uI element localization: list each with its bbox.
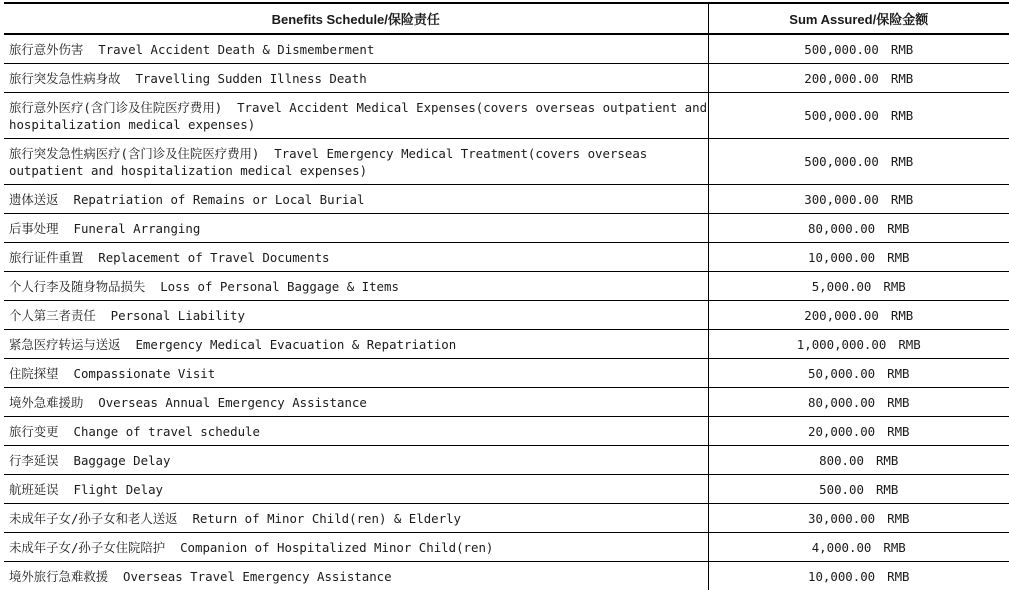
table-row: [4, 185, 1009, 214]
benefit-description: [4, 417, 708, 446]
sum-assured-amount: 500,000.00: [804, 42, 879, 57]
benefit-description: [4, 359, 708, 388]
currency-label: RMB: [876, 482, 898, 497]
benefit-name-zh: 紧急医疗转运与送返: [9, 337, 121, 352]
benefit-name-zh: 行李延误: [9, 453, 59, 468]
benefit-description: [4, 93, 708, 139]
currency-label: RMB: [887, 250, 909, 265]
sum-assured-amount: 1,000,000.00: [797, 337, 887, 352]
table-row: [4, 272, 1009, 301]
sum-assured-cell: [708, 504, 1009, 533]
benefit-name-en: Travelling Sudden Illness Death: [135, 71, 366, 86]
benefit-description: [4, 185, 708, 214]
sum-assured-amount: 80,000.00: [808, 221, 875, 236]
sum-assured-cell: [708, 330, 1009, 359]
table-row: [4, 446, 1009, 475]
sum-assured-amount: 500.00: [819, 482, 864, 497]
currency-label: RMB: [891, 308, 913, 323]
table-row: [4, 139, 1009, 185]
currency-label: RMB: [876, 453, 898, 468]
benefit-name-en: Repatriation of Remains or Local Burial: [73, 192, 364, 207]
benefit-name-en: Travel Accident Death & Dismemberment: [98, 42, 374, 57]
sum-assured-cell: [708, 417, 1009, 446]
sum-assured-amount: 4,000.00: [812, 540, 872, 555]
benefit-name-zh: 住院探望: [9, 366, 59, 381]
sum-assured-amount: 80,000.00: [808, 395, 875, 410]
benefit-description: [4, 330, 708, 359]
benefit-name-zh: 旅行证件重置: [9, 250, 83, 265]
sum-assured-cell: [708, 388, 1009, 417]
benefit-name-zh: 旅行突发急性病身故: [9, 71, 121, 86]
benefit-description: [4, 504, 708, 533]
benefit-description: [4, 214, 708, 243]
benefit-name-zh: 旅行意外医疗(含门诊及住院医疗费用): [9, 100, 222, 115]
benefit-name-en: Flight Delay: [73, 482, 163, 497]
benefit-description: [4, 301, 708, 330]
sum-assured-cell: [708, 272, 1009, 301]
sum-assured-amount: 300,000.00: [804, 192, 879, 207]
currency-label: RMB: [887, 569, 909, 584]
table-row: [4, 330, 1009, 359]
benefit-description: [4, 388, 708, 417]
table-row: [4, 359, 1009, 388]
benefits-schedule-header: Benefits Schedule/保险责任: [4, 3, 708, 34]
currency-label: RMB: [887, 395, 909, 410]
benefit-name-zh: 个人第三者责任: [9, 308, 96, 323]
benefit-description: [4, 533, 708, 562]
sum-assured-cell: [708, 475, 1009, 504]
sum-assured-cell: [708, 243, 1009, 272]
table-row: [4, 533, 1009, 562]
currency-label: RMB: [887, 366, 909, 381]
table-row: [4, 243, 1009, 272]
sum-assured-cell: [708, 93, 1009, 139]
currency-label: RMB: [887, 424, 909, 439]
benefit-name-en: Personal Liability: [111, 308, 245, 323]
benefit-name-zh: 旅行意外伤害: [9, 42, 83, 57]
currency-label: RMB: [883, 279, 905, 294]
table-header-row: [4, 3, 1009, 34]
sum-assured-amount: 800.00: [819, 453, 864, 468]
benefit-name-en: Travel Emergency Medical Treatment(covers overseas outpatient and hospitalization medical expenses): [9, 146, 647, 178]
sum-assured-cell: [708, 533, 1009, 562]
benefit-description: [4, 139, 708, 185]
benefit-name-en: Replacement of Travel Documents: [98, 250, 329, 265]
sum-assured-cell: [708, 446, 1009, 475]
table-row: [4, 504, 1009, 533]
benefit-name-zh: 航班延误: [9, 482, 59, 497]
sum-assured-amount: 10,000.00: [808, 569, 875, 584]
table-row: [4, 475, 1009, 504]
sum-assured-amount: 200,000.00: [804, 308, 879, 323]
currency-label: RMB: [891, 192, 913, 207]
sum-assured-cell: [708, 359, 1009, 388]
benefit-name-en: Companion of Hospitalized Minor Child(ren): [180, 540, 493, 555]
benefit-description: [4, 562, 708, 590]
benefits-table-body: [4, 34, 1009, 590]
benefit-name-zh: 个人行李及随身物品损失: [9, 279, 145, 294]
sum-assured-amount: 10,000.00: [808, 250, 875, 265]
benefit-name-en: Baggage Delay: [73, 453, 170, 468]
sum-assured-cell: [708, 64, 1009, 93]
benefit-description: [4, 272, 708, 301]
table-row: [4, 64, 1009, 93]
currency-label: RMB: [891, 108, 913, 123]
benefit-name-zh: 后事处理: [9, 221, 59, 236]
benefit-name-zh: 未成年子女/孙子女住院陪护: [9, 540, 165, 555]
benefit-name-en: Overseas Annual Emergency Assistance: [98, 395, 367, 410]
benefit-name-en: Return of Minor Child(ren) & Elderly: [192, 511, 461, 526]
benefit-description: [4, 475, 708, 504]
benefit-description: [4, 64, 708, 93]
sum-assured-amount: 500,000.00: [804, 154, 879, 169]
sum-assured-cell: [708, 214, 1009, 243]
benefit-name-en: Change of travel schedule: [73, 424, 260, 439]
table-row: [4, 562, 1009, 590]
table-row: [4, 34, 1009, 64]
benefit-name-en: Loss of Personal Baggage & Items: [160, 279, 399, 294]
benefit-name-zh: 境外旅行急难救援: [9, 569, 108, 584]
benefit-name-zh: 遗体送返: [9, 192, 59, 207]
sum-assured-header: Sum Assured/保险金额: [708, 3, 1009, 34]
benefit-name-en: Overseas Travel Emergency Assistance: [123, 569, 392, 584]
sum-assured-cell: [708, 34, 1009, 64]
currency-label: RMB: [887, 511, 909, 526]
sum-assured-amount: 30,000.00: [808, 511, 875, 526]
currency-label: RMB: [891, 154, 913, 169]
benefit-description: [4, 446, 708, 475]
benefits-table: [4, 2, 1009, 590]
currency-label: RMB: [891, 42, 913, 57]
benefit-name-zh: 旅行突发急性病医疗(含门诊及住院医疗费用): [9, 146, 259, 161]
sum-assured-amount: 20,000.00: [808, 424, 875, 439]
table-row: [4, 388, 1009, 417]
sum-assured-amount: 200,000.00: [804, 71, 879, 86]
table-row: [4, 301, 1009, 330]
sum-assured-amount: 50,000.00: [808, 366, 875, 381]
benefit-name-zh: 旅行变更: [9, 424, 59, 439]
benefit-name-zh: 未成年子女/孙子女和老人送返: [9, 511, 178, 526]
sum-assured-cell: [708, 185, 1009, 214]
benefit-description: [4, 243, 708, 272]
sum-assured-cell: [708, 562, 1009, 590]
sum-assured-amount: 5,000.00: [812, 279, 872, 294]
table-row: [4, 93, 1009, 139]
benefit-name-zh: 境外急难援助: [9, 395, 83, 410]
table-row: [4, 417, 1009, 446]
currency-label: RMB: [898, 337, 920, 352]
benefit-name-en: Funeral Arranging: [73, 221, 200, 236]
benefit-name-en: Compassionate Visit: [73, 366, 215, 381]
benefit-name-en: Travel Accident Medical Expenses(covers overseas outpatient and hospitalization medical expenses): [9, 100, 707, 132]
sum-assured-cell: [708, 139, 1009, 185]
benefit-description: [4, 34, 708, 64]
table-row: [4, 214, 1009, 243]
currency-label: RMB: [891, 71, 913, 86]
benefit-name-en: Emergency Medical Evacuation & Repatriation: [135, 337, 456, 352]
sum-assured-amount: 500,000.00: [804, 108, 879, 123]
sum-assured-cell: [708, 301, 1009, 330]
currency-label: RMB: [883, 540, 905, 555]
currency-label: RMB: [887, 221, 909, 236]
